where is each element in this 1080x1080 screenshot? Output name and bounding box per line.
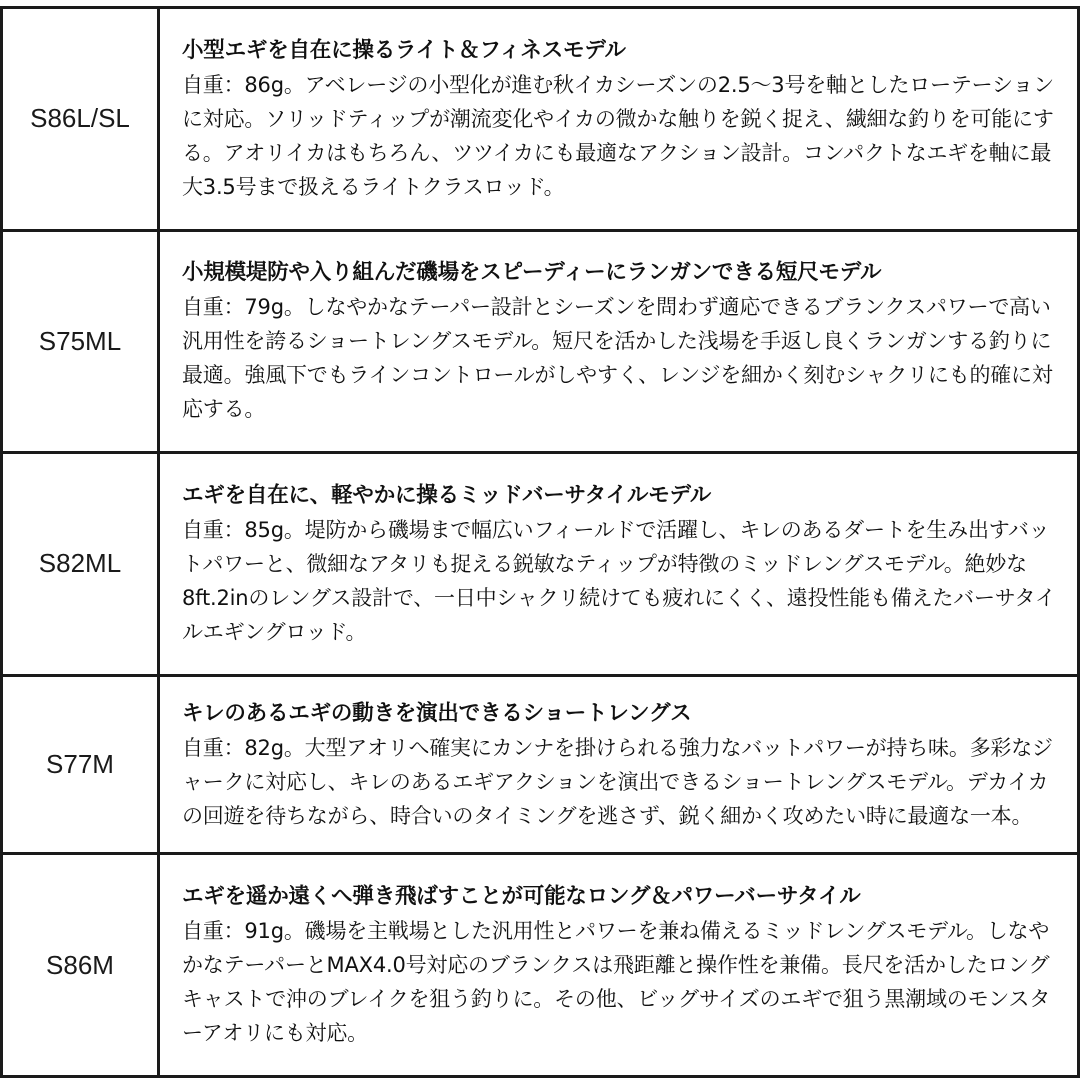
rod-spec-table [0, 6, 1080, 1078]
model-description [159, 230, 1079, 453]
description-body: 自重：79g。しなやかなテーパー設計とシーズンを問わず適応できるブランクスパワーで高い汎用性を誇るショートレングスモデル。短尺を活かした浅場を手返し良くランガンする釣りに最適。強風下でもラインコントロールがしやすく、レンジを細かく刻むシャクリにも的確に対応する。 [182, 295, 1053, 422]
description-title: キレのあるエギの動きを演出できるショートレングス [182, 700, 692, 726]
model-name: S75ML [2, 230, 159, 453]
model-description [159, 8, 1079, 231]
description-title: 小規模堤防や入り組んだ磯場をスピーディーにランガンできる短尺モデル [182, 260, 882, 286]
model-name: S82ML [2, 453, 159, 676]
description-title: エギを自在に、軽やかに操るミッドバーサタイルモデル [182, 482, 712, 508]
table-row [2, 453, 1079, 676]
table-row [2, 230, 1079, 453]
model-name: S86L/SL [2, 8, 159, 231]
model-description [159, 453, 1079, 676]
model-description [159, 675, 1079, 854]
model-name: S77M [2, 675, 159, 854]
description-body: 自重：82g。大型アオリへ確実にカンナを掛けられる強力なバットパワーが持ち味。多彩なジャークに対応し、キレのあるエギアクションを演出できるショートレングスモデル。デカイカの回遊を待ちながら、時合いのタイミングを逃さず、鋭く細かく攻めたい時に最適な一本。 [182, 735, 1053, 828]
description-body: 自重：86g。アベレージの小型化が進む秋イカシーズンの2.5〜3号を軸としたローテーションに対応。ソリッドティップが潮流変化やイカの微かな触りを鋭く捉え、繊細な釣りを可能にする。アオリイカはもちろん、ツツイカにも最適なアクション設計。コンパクトなエギを軸に最大3.5号まで扱えるライトクラスロッド。 [182, 72, 1055, 199]
description-body: 自重：85g。堤防から磯場まで幅広いフィールドで活躍し、キレのあるダートを生み出すバットパワーと、微細なアタリも捉える鋭敏なティップが特徴のミッドレングスモデル。絶妙な8ft.2inのレングス設計で、一日中シャクリ続けても疲れにくく、遠投性能も備えたバーサタイルエギングロッド。 [182, 517, 1056, 644]
description-title: 小型エギを自在に操るライト＆フィネスモデル [182, 37, 626, 63]
model-name: S86M [2, 854, 159, 1077]
table-row [2, 8, 1079, 231]
table-row [2, 675, 1079, 854]
description-body: 自重：91g。磯場を主戦場とした汎用性とパワーを兼ね備えるミッドレングスモデル。しなやかなテーパーとMAX4.0号対応のブランクスは飛距離と操作性を兼備。長尺を活かしたロングキャストで沖のブレイクを狙う釣りに。その他、ビッグサイズのエギで狙う黒潮域のモンスターアオリにも対応。 [182, 919, 1051, 1046]
model-description [159, 854, 1079, 1077]
table-row [2, 854, 1079, 1077]
description-title: エギを遥か遠くへ弾き飛ばすことが可能なロング＆パワーバーサタイル [182, 884, 861, 910]
